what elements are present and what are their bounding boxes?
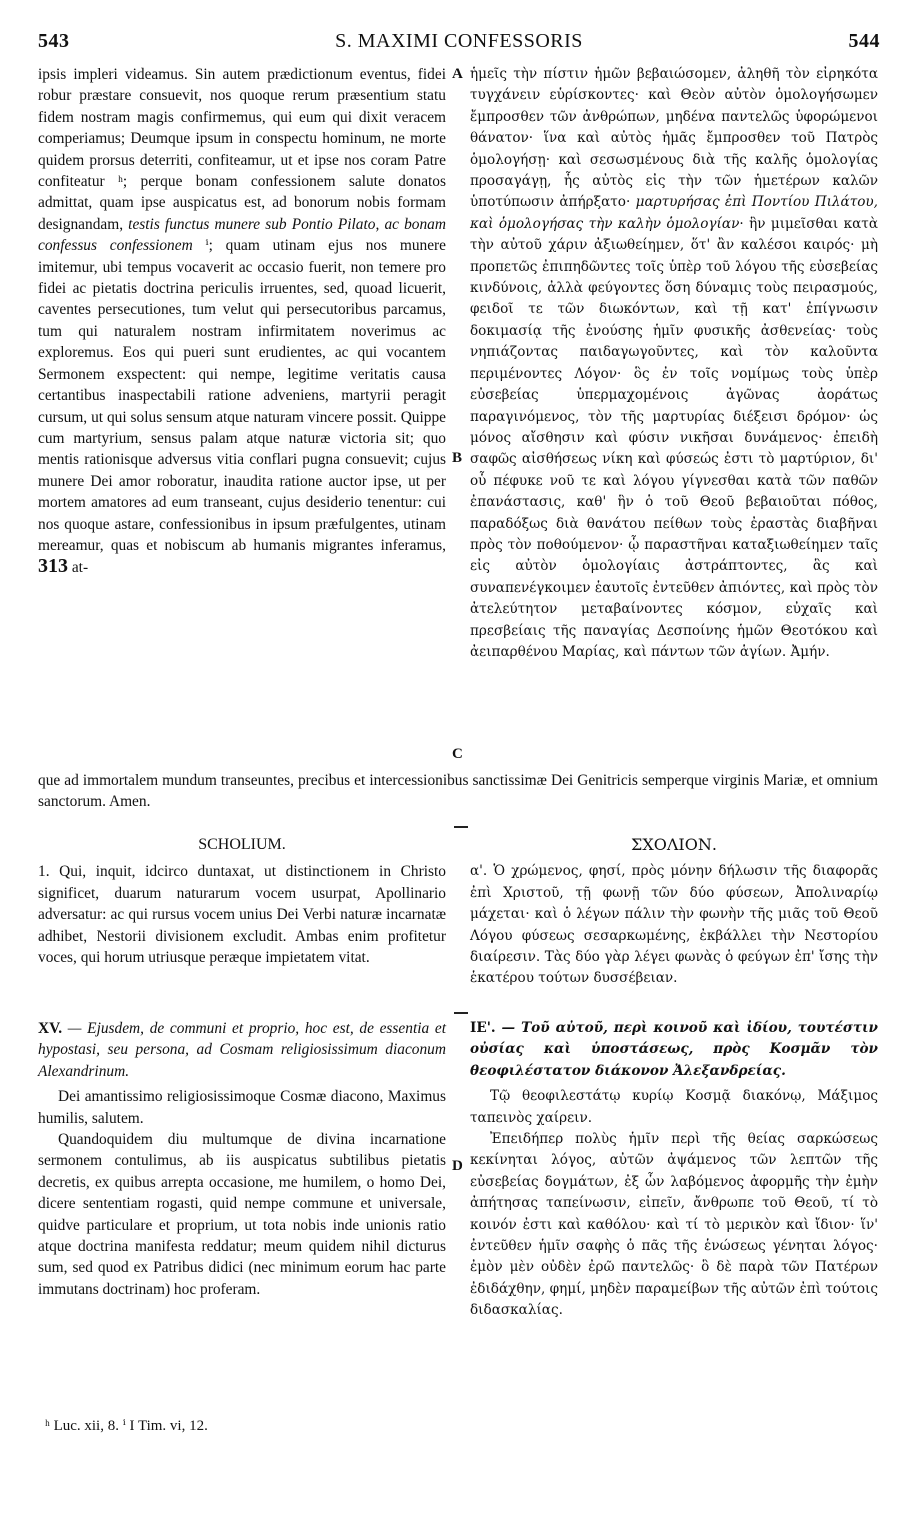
scholium-heading-latin: SCHOLIUM. xyxy=(198,836,286,853)
scholium-text-latin: 1. Qui, inquit, idcirco duntaxat, ut distinctionem in Christo significet, duarum naturarum vocem usurpat, Apollinario adversatur: ac qui rursus vocem unius Dei Verbi naturæ incarnatæ adhibet, Nestorii divisionem excludit. Ambas enim profitetur voces, qui horum utriusque peræque impietatem vitat. xyxy=(38,863,446,967)
greek-quote: μαρτυρήσας ἐπὶ Ποντίου Πιλάτου, καὶ ὁμολογήσας τὴν καλὴν ὁμολογίαν xyxy=(470,194,878,232)
page-number-left: 543 xyxy=(38,30,70,52)
greek-column-main xyxy=(470,64,878,663)
latin-hyphen-tail: at- xyxy=(68,559,89,577)
latin-text: ipsis impleri videamus. Sin autem prædictionum eventus, fidei robur præstare consuevit, nos quoque rerum præsentium statu fidem nostram magis confirmemus, qui eum qui dixit veracem comperiamus; Deumque ipsum in conspectu hominum, ne morte quidem prorsus deterriti, confiteamur, ut et ipse nos coram Patre confiteatur ʰ; perque bonam confessionem salute donatos admittat, quam ipse auspicatus est, ad bonorum nobis formam designandam, xyxy=(38,66,446,233)
margin-marker-a: A xyxy=(452,66,463,82)
scholium-heading-greek: ΣΧΟΛΙΟΝ. xyxy=(631,835,717,854)
margin-marker-b: B xyxy=(452,450,463,466)
scholium-greek xyxy=(470,834,878,990)
latin-column-main xyxy=(38,64,446,579)
margin-marker-c: C xyxy=(452,746,463,762)
greek-paragraph xyxy=(470,64,878,663)
section-latin xyxy=(38,1018,446,1300)
scholium-latin xyxy=(38,834,446,968)
section-number-latin: XV. xyxy=(38,1020,63,1037)
page-number-right: 544 xyxy=(848,30,880,52)
margin-marker-d: D xyxy=(452,1158,463,1174)
body-latin: Quandoquidem diu multumque de divina incarnatione sermonem contulimus, ab iis auspicatus subtilibus pietatis decretis, ex quibus arrepta occasione, me humilem, o homo Dei, dicere sententiam rogasti, quid nempe commune et universale, quidve particulare et proprium, ut tota nobis inde unionis ratio atque doctrina manifesta reddatur; meum quidem nihil dicturus sum, sed quod ex Patribus didici (nec minimum eorum hac parte immutans doctrinam) hoc proferam. xyxy=(38,1131,446,1298)
salutation-greek: Τῷ θεοφιλεστάτῳ κυρίῳ Κοσμᾷ διακόνῳ, Μάξιμος ταπεινὸς χαίρειν. xyxy=(470,1088,878,1126)
divider xyxy=(454,826,468,828)
section-number-greek: ΙΕ'. xyxy=(470,1020,496,1036)
latin-paragraph xyxy=(38,64,446,579)
body-greek: Ἐπειδήπερ πολὺς ἡμῖν περὶ τῆς θείας σαρκώσεως κεκίνηται λόγος, αὐτῶν ἀψάμενος τῶν λεπτῶν τῆς εὐσεβείας δογμάτων, ἐξ ὧν λαβόμενος ἀφορμῆς τὴν ἐμὴν ἀπήτησας ταπείνωσιν, εἰπεῖν, ἄνθρωπε τοῦ Θεοῦ, τί τὸ κοινόν ἐστι καὶ καθόλου· καὶ τί τὸ μερικὸν καὶ ἴδιον· ἵν' ἐντεῦθεν ἡμῖν σαφὴς ὁ πᾶς τῆς ἑνώσεως γένηται λόγος· ἐμὸν μὲν οὐδὲν ἐρῶ παντελῶς· ὃ δὲ παρὰ τῶν Πατέρων ἐδιδάχθην, φημί, μηδὲν παραμείβων τῆς αὐτῶν ἐπὶ τούτοις διδασκαλίας. xyxy=(470,1131,878,1319)
greek-text: ἡμεῖς τὴν πίστιν ἡμῶν βεβαιώσομεν, ἀληθῆ τὸν εἰρηκότα τυγχάνειν εὑρίσκοντες· καὶ Θεὸν αὐτὸν ὁμολογήσωμεν ἔμπροσθεν τῶν ἀνθρώπων, μηδένα παντελῶς ὑφορώμενοι θάνατον· ἵνα καὶ αὐτὸς ἡμᾶς ἔμπροσθεν τοῦ Πατρὸς ὁμολογήσῃ· καὶ σεσωσμένους διὰ τῆς καλῆς ὁμολογίας προσαγάγῃ, ἧς αὐτὸς εἰς τὴν τῶν ἡμετέρων καλῶν ὑποτύπωσιν ἀπήρξατο· xyxy=(470,66,878,211)
latin-quote: testis functus munere sub Pontio Pilato, ac bonam confessus confessionem xyxy=(38,215,446,255)
section-title-text-greek: — Τοῦ αὐτοῦ, περὶ κοινοῦ καὶ ἰδίου, τουτέστιν οὐσίας καὶ ὑποστάσεως, πρὸς Κοσμᾶν τὸν θεοφιλέστατον διάκονον Ἀλεξανδρείας. xyxy=(470,1020,878,1079)
section-title-latin xyxy=(38,1018,446,1082)
footnotes: ʰ Luc. xii, 8. ⁱ I Tim. vi, 12. xyxy=(45,1418,208,1434)
page-title: S. MAXIMI CONFESSORIS xyxy=(335,30,583,52)
section-title-text-latin: — Ejusdem, de communi et proprio, hoc est, de essentia et hypostasi, seu persona, ad Cosmam religiosissimum diaconum Alexandrinum. xyxy=(38,1020,446,1080)
scholium-text-greek: α'. Ὁ χρώμενος, φησί, πρὸς μόνην δήλωσιν τῆς διαφορᾶς ἐπὶ Χριστοῦ, τῇ φωνῇ τῶν δύο φύσεων, Ἀπολιναρίῳ μάχεται· καὶ ὁ λέγων πάλιν τὴν φωνὴν τῆς μιᾶς τοῦ Θεοῦ Λόγου φύσεως σεσαρκωμένης, ἐκβάλλει τὴν Νεστορίου διαίρεσιν. Τὰς δύο γὰρ λέγει φωνὰς ὁ φεύγων ἐπ' ἴσης τὴν ἑκατέρου τούτων δυσσέβειαν. xyxy=(470,863,878,987)
greek-text-continued: · ἣν μιμεῖσθαι κατὰ τὴν αὐτοῦ χάριν ἀξιωθείημεν, ὅτ' ἂν καλέσοι καιρός· μὴ προπετῶς ἐπιπηδῶντες τοῖς ὑπὲρ τοῦ λόγου τῆς εὐσεβείας κινδύνοις, ἀλλὰ φεύγοντες ὅση δύναμις τοὺς πειρασμούς, φειδοῖ τε τῶν διωκόντων, καὶ τῇ κατ' ἐπίγνωσιν δοκιμασίᾳ τῆς ἐνούσης ἡμῖν φυσικῆς ἀσθενείας· τοὺς νηπιάζοντας παιδαγωγοῦντες, καὶ τὸν καλοῦντα περιμένοντες Λόγον· ὃς ἐν τοῖς νομίμως τοὺς ὑπὲρ εὐσεβείας ὑπερμαχομένοις ἀγῶνας ἀοράτως παραγινόμενος, τὸν τῆς μαρτυρίας διέξεισι δρόμον· ὡς μόνος αἴσθησιν καὶ φύσιν νικῆσαι δυνάμενος· ἐπειδὴ σαφῶς αἰσθήσεως νίκη καὶ φύσεώς ἐστι τὸ μαρτύριον, δι' οὗ πέφυκε νοῦ τε καὶ λόγου γίγνεσθαι κατὰ τῶν παθῶν ἐπανάστασις, καθ' ἣν ὁ τοῦ Θεοῦ βεβαιοῦται πόθος, παραδόξως διὰ θανάτου πείθων τοὺς ἐραστὰς διαβῆναι πρὸς τὸν ποθούμενον· ᾧ παραστῆναι καταξιωθείημεν ταῖς εἰς αὐτὸν ὁμολογίαις ἀστράπτοντες, ἃς καὶ συναπενέγκοιμεν ἑαυτοῖς ἐντεῦθεν ἀπιόντες, καὶ πρὸς τὸν ἀτελεύτητον μεταβαίνοντες κόσμον, εὐχαῖς καὶ πρεσβείαις τῆς παναγίας Δεσποίνης ἡμῶν Θεοτόκου καὶ ἀειπαρθένου Μαρίας, καὶ πάντων τῶν ἁγίων. Ἀμήν. xyxy=(470,215,879,660)
latin-full-width-tail: que ad immortalem mundum transeuntes, precibus et intercessionibus sanctissimæ Dei Genitricis semperque virginis Mariæ, et omnium sanctorum. Amen. xyxy=(38,772,878,811)
running-head xyxy=(38,30,880,60)
section-greek xyxy=(470,1018,878,1322)
salutation-latin: Dei amantissimo religiosissimoque Cosmæ diacono, Maximus humilis, salutem. xyxy=(38,1088,446,1127)
latin-text-continued: ⁱ; quam utinam ejus nos munere imitemur, ubi tempus vocaverit ac occasio fuerit, non temere pro fidei ac pietatis doctrina periculis irruentes, sed, quoad licuerit, caventes persecutiones, tum velut qui persecutoribus parcamus, tum qui naturalem nostram infirmitatem noverimus ac exploremus. Eos qui pueri sunt erudientes, ac qui vocantem Sermonem exspectent: qui nempe, legitime veritatis causa certantibus inaspectabili ratione adveniens, martyrii peragit cursum, ut qui solus sensum atque naturam vincere possit. Quippe cum martyrium, sensus palam atque naturæ victoria sit; quo mentis rationisque adversus vitia conflari pugna consuevit; cujus munere Dei amor roboratur, inaudita ratione auctor ipse, ut per mortem amatores ad eum transeant, cujus desiderio tenentur: cui nos quoque astare, confessionibus in ipsum præfulgentes, utinam mereamur, quas et nobiscum ab humanis migrantes inferamus, xyxy=(38,237,447,554)
divider xyxy=(454,1012,468,1014)
column-number: 313 xyxy=(38,555,68,578)
section-title-greek xyxy=(470,1018,878,1082)
